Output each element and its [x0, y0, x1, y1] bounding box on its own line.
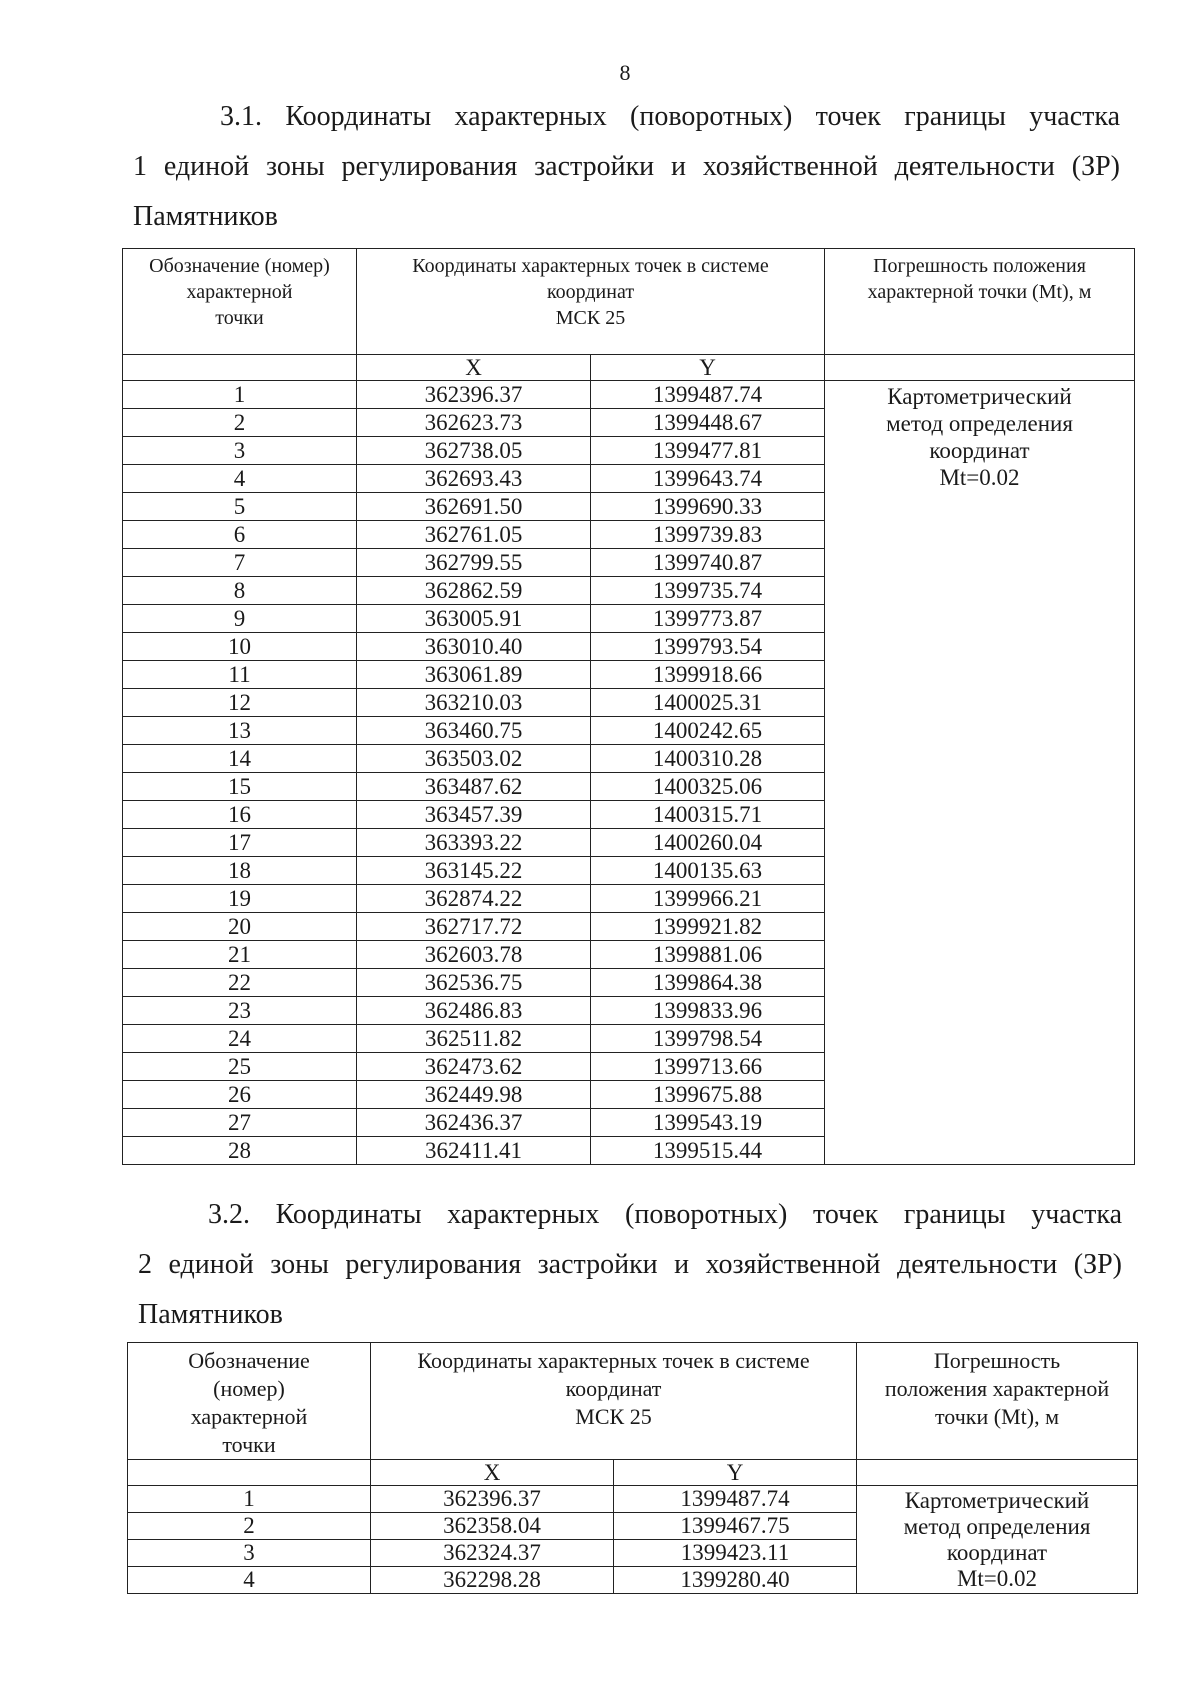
header-text: координат: [546, 281, 635, 303]
point-number-cell: 2: [123, 409, 357, 437]
x-coordinate-cell: 363061.89: [357, 661, 591, 689]
x-coordinate-cell: 362862.59: [357, 577, 591, 605]
header-coordinates: [357, 249, 825, 355]
point-number-cell: 21: [123, 941, 357, 969]
header-text: положения характерной: [884, 1376, 1110, 1401]
x-column-label: X: [371, 1460, 614, 1486]
x-coordinate-cell: 362761.05: [357, 521, 591, 549]
y-coordinate-cell: 1399423.11: [614, 1540, 857, 1567]
y-coordinate-cell: 1400310.28: [591, 745, 825, 773]
x-column-label: X: [357, 355, 591, 381]
y-coordinate-cell: 1399448.67: [591, 409, 825, 437]
header-text: характерной точки (Mt), м: [867, 281, 1092, 303]
point-number-cell: 1: [128, 1486, 371, 1513]
header-position-error: [825, 249, 1135, 355]
header-text: Координаты характерных точек в системе: [417, 1348, 810, 1373]
point-number-cell: 7: [123, 549, 357, 577]
header-text: точки: [215, 307, 264, 329]
x-coordinate-cell: 362738.05: [357, 437, 591, 465]
x-coordinate-cell: 362396.37: [357, 381, 591, 409]
x-coordinate-cell: 362358.04: [371, 1513, 614, 1540]
point-number-cell: 26: [123, 1081, 357, 1109]
x-coordinate-cell: 362799.55: [357, 549, 591, 577]
x-coordinate-cell: 363145.22: [357, 857, 591, 885]
y-coordinate-cell: 1399675.88: [591, 1081, 825, 1109]
x-coordinate-cell: 362693.43: [357, 465, 591, 493]
header-text: МСК 25: [575, 1404, 652, 1429]
x-coordinate-cell: 362511.82: [357, 1025, 591, 1053]
y-coordinate-cell: 1399515.44: [591, 1137, 825, 1165]
y-coordinate-cell: 1399690.33: [591, 493, 825, 521]
y-coordinate-cell: 1399713.66: [591, 1053, 825, 1081]
y-coordinate-cell: 1399487.74: [591, 381, 825, 409]
method-note-line: Mt=0.02: [956, 1566, 1038, 1591]
point-number-cell: 1: [123, 381, 357, 409]
y-coordinate-cell: 1399833.96: [591, 997, 825, 1025]
x-coordinate-cell: 363457.39: [357, 801, 591, 829]
y-coordinate-cell: 1400325.06: [591, 773, 825, 801]
header-text: МСК 25: [555, 307, 626, 329]
y-coordinate-cell: 1399280.40: [614, 1567, 857, 1594]
y-coordinate-cell: 1400242.65: [591, 717, 825, 745]
y-coordinate-cell: 1399864.38: [591, 969, 825, 997]
header-text: характерной: [186, 281, 293, 303]
header-text: Обозначение: [188, 1348, 310, 1373]
y-coordinate-cell: 1399467.75: [614, 1513, 857, 1540]
page-number: 8: [619, 60, 631, 85]
y-coordinate-cell: 1399881.06: [591, 941, 825, 969]
header-text: точки: [222, 1432, 276, 1457]
xy-blank-cell: [825, 355, 1135, 381]
method-note-line: координат: [929, 438, 1030, 463]
section-2-heading-line: 3.2. Координаты характерных (поворотных) точек границы участка: [208, 1199, 1122, 1230]
xy-blank-cell: [128, 1460, 371, 1486]
x-coordinate-cell: 362298.28: [371, 1567, 614, 1594]
y-coordinate-cell: 1400025.31: [591, 689, 825, 717]
x-coordinate-cell: 362874.22: [357, 885, 591, 913]
coordinates-table-1: [122, 248, 1135, 1165]
section-1-heading-line: 3.1. Координаты характерных (поворотных) точек границы участка: [220, 101, 1120, 132]
point-number-cell: 24: [123, 1025, 357, 1053]
y-coordinate-cell: 1399921.82: [591, 913, 825, 941]
point-number-cell: 16: [123, 801, 357, 829]
header-text: Координаты характерных точек в системе: [412, 255, 769, 277]
section-2-heading: [138, 1190, 1122, 1340]
method-note-line: Mt=0.02: [939, 465, 1020, 490]
header-text: точки (Mt), м: [934, 1404, 1060, 1429]
x-coordinate-cell: 363010.40: [357, 633, 591, 661]
point-number-cell: 3: [128, 1540, 371, 1567]
header-point-designation: [128, 1343, 371, 1460]
x-coordinate-cell: 362396.37: [371, 1486, 614, 1513]
point-number-cell: 11: [123, 661, 357, 689]
header-text: Обозначение (номер): [149, 255, 330, 277]
y-coordinate-cell: 1400135.63: [591, 857, 825, 885]
y-coordinate-cell: 1399740.87: [591, 549, 825, 577]
section-1-heading-line: 1 единой зоны регулирования застройки и хозяйственной деятельности (ЗР): [133, 151, 1120, 182]
y-coordinate-cell: 1399643.74: [591, 465, 825, 493]
x-coordinate-cell: 362536.75: [357, 969, 591, 997]
x-coordinate-cell: 363460.75: [357, 717, 591, 745]
x-coordinate-cell: 363393.22: [357, 829, 591, 857]
x-coordinate-cell: 363210.03: [357, 689, 591, 717]
point-number-cell: 23: [123, 997, 357, 1025]
point-number-cell: 2: [128, 1513, 371, 1540]
x-coordinate-cell: 362691.50: [357, 493, 591, 521]
section-1-heading-line: Памятников: [133, 201, 278, 232]
header-coordinates: [371, 1343, 857, 1460]
xy-blank-cell: [123, 355, 357, 381]
section-2-heading-line: 2 единой зоны регулирования застройки и хозяйственной деятельности (ЗР): [138, 1249, 1122, 1280]
method-note-cell: [857, 1486, 1138, 1594]
point-number-cell: 8: [123, 577, 357, 605]
x-coordinate-cell: 362623.73: [357, 409, 591, 437]
point-number-cell: 19: [123, 885, 357, 913]
x-coordinate-cell: 363487.62: [357, 773, 591, 801]
point-number-cell: 6: [123, 521, 357, 549]
y-coordinate-cell: 1399793.54: [591, 633, 825, 661]
table-1-body: [123, 381, 1135, 1165]
x-coordinate-cell: 362486.83: [357, 997, 591, 1025]
section-2-heading-line: Памятников: [138, 1299, 283, 1330]
point-number-cell: 14: [123, 745, 357, 773]
method-note-line: метод определения: [886, 411, 1073, 436]
x-coordinate-cell: 362717.72: [357, 913, 591, 941]
x-coordinate-cell: 363005.91: [357, 605, 591, 633]
header-position-error: [857, 1343, 1138, 1460]
table-row: [128, 1486, 1138, 1513]
x-coordinate-cell: 362436.37: [357, 1109, 591, 1137]
y-coordinate-cell: 1399477.81: [591, 437, 825, 465]
point-number-cell: 12: [123, 689, 357, 717]
x-coordinate-cell: 363503.02: [357, 745, 591, 773]
point-number-cell: 17: [123, 829, 357, 857]
point-number-cell: 15: [123, 773, 357, 801]
point-number-cell: 28: [123, 1137, 357, 1165]
xy-blank-cell: [857, 1460, 1138, 1486]
header-text: Погрешность: [933, 1348, 1061, 1373]
y-coordinate-cell: 1400260.04: [591, 829, 825, 857]
point-number-cell: 22: [123, 969, 357, 997]
point-number-cell: 3: [123, 437, 357, 465]
y-coordinate-cell: 1399966.21: [591, 885, 825, 913]
x-coordinate-cell: 362449.98: [357, 1081, 591, 1109]
point-number-cell: 4: [128, 1567, 371, 1594]
coordinates-table-2: [127, 1342, 1138, 1594]
table-row: [123, 381, 1135, 409]
point-number-cell: 4: [123, 465, 357, 493]
point-number-cell: 5: [123, 493, 357, 521]
method-note-line: координат: [946, 1540, 1048, 1565]
x-coordinate-cell: 362473.62: [357, 1053, 591, 1081]
header-text: Погрешность положения: [873, 255, 1086, 277]
y-coordinate-cell: 1399798.54: [591, 1025, 825, 1053]
y-column-label: Y: [614, 1460, 857, 1486]
y-coordinate-cell: 1399543.19: [591, 1109, 825, 1137]
section-1-heading: [133, 92, 1120, 242]
method-note-line: Картометрический: [887, 384, 1072, 409]
header-text: (номер): [213, 1376, 285, 1401]
method-note-line: Картометрический: [904, 1488, 1090, 1513]
point-number-cell: 10: [123, 633, 357, 661]
x-coordinate-cell: 362411.41: [357, 1137, 591, 1165]
header-text: характерной: [190, 1404, 308, 1429]
y-column-label: Y: [591, 355, 825, 381]
x-coordinate-cell: 362603.78: [357, 941, 591, 969]
point-number-cell: 13: [123, 717, 357, 745]
method-note-cell: [825, 381, 1135, 1165]
point-number-cell: 18: [123, 857, 357, 885]
y-coordinate-cell: 1399739.83: [591, 521, 825, 549]
y-coordinate-cell: 1399918.66: [591, 661, 825, 689]
y-coordinate-cell: 1399735.74: [591, 577, 825, 605]
point-number-cell: 27: [123, 1109, 357, 1137]
point-number-cell: 20: [123, 913, 357, 941]
y-coordinate-cell: 1400315.71: [591, 801, 825, 829]
header-point-designation: [123, 249, 357, 355]
method-note-line: метод определения: [903, 1514, 1091, 1539]
header-text: координат: [565, 1376, 662, 1401]
y-coordinate-cell: 1399773.87: [591, 605, 825, 633]
table-2-body: [128, 1486, 1138, 1594]
x-coordinate-cell: 362324.37: [371, 1540, 614, 1567]
point-number-cell: 9: [123, 605, 357, 633]
point-number-cell: 25: [123, 1053, 357, 1081]
y-coordinate-cell: 1399487.74: [614, 1486, 857, 1513]
